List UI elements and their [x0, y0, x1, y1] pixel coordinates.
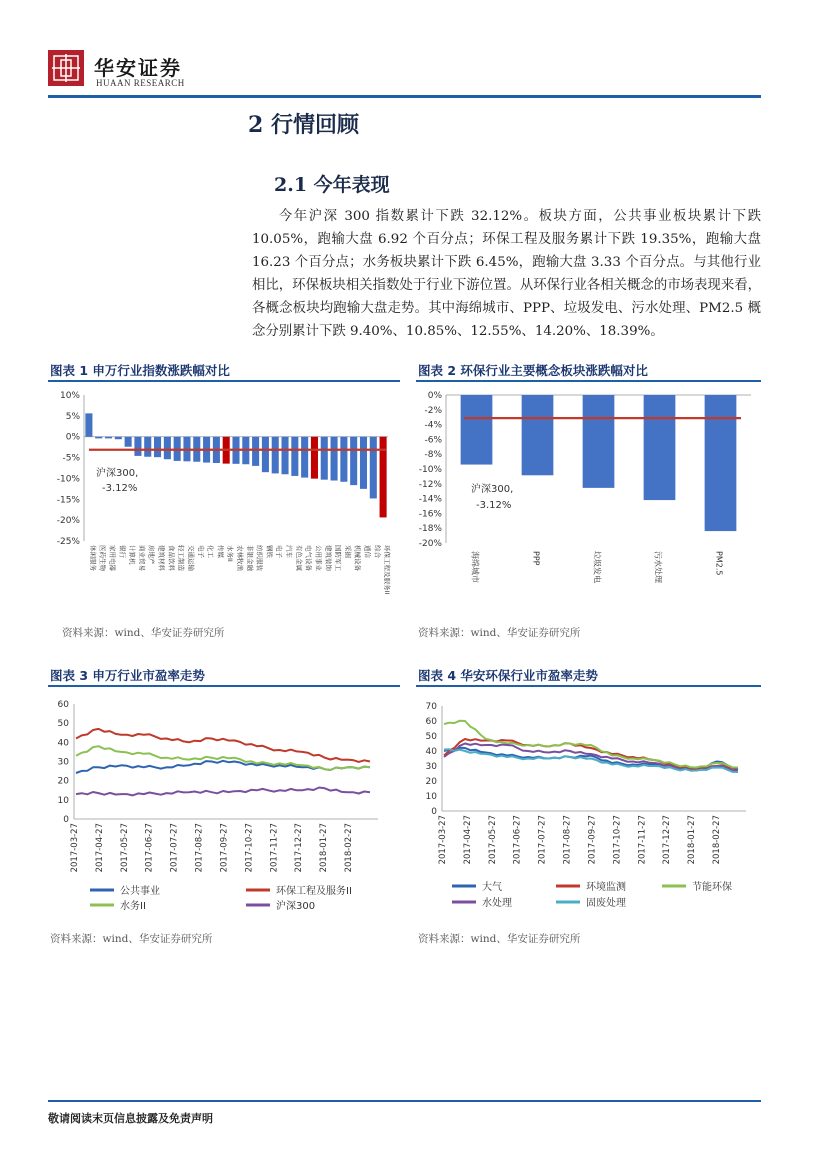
bar-25: [321, 437, 328, 480]
x-tick-label: 2017-05-27: [487, 815, 498, 865]
reference-label: 沪深300,: [471, 484, 514, 495]
bar-29: [360, 437, 367, 489]
figure-3-source: 资料来源：wind、华安证券研究所: [50, 933, 213, 945]
legend-label: 水处理: [482, 898, 512, 909]
y-tick-label: 10%: [59, 391, 80, 401]
y-tick-label: -18%: [418, 524, 442, 535]
x-tick-label: 银行: [118, 545, 127, 558]
bar-PM2.5: [705, 395, 737, 531]
y-tick-label: 10: [57, 795, 69, 806]
figure-1-caption-rule: [48, 380, 400, 382]
footer-divider: [48, 1100, 761, 1102]
legend-label: 大气: [482, 882, 502, 893]
x-tick-label: 商业贸易: [137, 545, 146, 571]
y-tick-label: 60: [57, 700, 69, 710]
bar-2: [95, 437, 102, 439]
bar-26: [331, 437, 338, 481]
y-tick-label: 30: [57, 757, 69, 768]
x-tick-label: PM2.5: [714, 551, 724, 576]
x-tick-label: 休闲服务: [88, 545, 97, 571]
figure-1-caption: 图表 1 申万行业指数涨跌幅对比: [50, 363, 230, 378]
figure-4-caption: 图表 4 华安环保行业市盈率走势: [418, 668, 598, 683]
y-tick-label: 10: [425, 792, 437, 802]
y-tick-label: 5%: [65, 411, 80, 422]
x-tick-label: 房地产: [147, 545, 156, 565]
bar-海绵城市: [461, 395, 493, 465]
y-tick-label: -6%: [424, 435, 442, 446]
bar-5: [125, 437, 132, 447]
y-tick-label: -4%: [424, 420, 442, 431]
x-tick-label: 电气设备: [304, 545, 313, 571]
brand-logo-mark: [48, 50, 84, 86]
y-tick-label: 40: [57, 738, 69, 749]
x-tick-label: 2017-04-27: [462, 815, 473, 865]
figure-4-source: 资料来源：wind、华安证券研究所: [418, 933, 581, 945]
y-tick-label: 0%: [427, 391, 442, 401]
x-tick-label: 交通运输: [186, 545, 195, 571]
y-tick-label: 40: [425, 747, 437, 757]
x-tick-label: 国防军工: [334, 545, 343, 571]
x-tick-label: 2017-03-27: [438, 815, 448, 865]
body-paragraph: 今年沪深 300 指数累计下跌 32.12%。板块方面，公共事业板块累计下跌 10.05%，跑输大盘 6.92 个百分点；环保工程及服务累计下跌 19.35%，跑输大盘 16.23 个百分点；水务板块累计下跌 6.45%，跑输大盘 3.33 个百分点。与其他行业相比，环保板块相关指数处于行业下游位置。从环保行业各相关概念的市场表现来看，各概念板块均跑输大盘走势。其中海绵城市、PPP、垃圾发电、污水处理、PM2.5 概念分别累计下跌 9.40%、10.85%、12.55%、14.20%、18.39%。: [252, 209, 761, 339]
bar-19: [262, 437, 269, 472]
y-tick-label: 60: [425, 717, 437, 727]
x-tick-label: 综合: [373, 545, 382, 558]
figure-2-caption: 图表 2 环保行业主要概念板块涨跌幅对比: [418, 363, 648, 378]
y-tick-label: 20: [425, 777, 437, 787]
x-tick-label: 2017-10-27: [244, 823, 255, 873]
figure-2-chart: [416, 385, 761, 617]
x-tick-label: 轻工制造: [177, 545, 186, 571]
bar-1: [85, 413, 92, 436]
x-tick-label: 2017-08-27: [562, 815, 573, 865]
x-tick-label: 海绵城市: [470, 551, 480, 583]
reference-value-label: -3.12%: [476, 500, 512, 511]
figure-4-caption-rule: [416, 685, 761, 687]
x-tick-label: PPP: [531, 551, 541, 566]
x-tick-label: 电子: [275, 545, 284, 558]
y-tick-label: 30: [425, 762, 437, 772]
y-tick-label: 0: [63, 815, 69, 825]
subsection-title: 2.1 今年表现: [274, 174, 390, 196]
series-line-沪深300: [76, 788, 370, 796]
legend-label: 环保工程及服务II: [276, 886, 352, 897]
brand-name-cn: 华安证券: [94, 56, 182, 80]
x-tick-label: 2018-01-27: [687, 815, 698, 865]
y-tick-label: -25%: [56, 537, 80, 547]
x-tick-label: 农林牧渔: [236, 545, 244, 571]
legend-label: 节能环保: [692, 882, 732, 893]
y-tick-label: -5%: [62, 453, 80, 464]
y-tick-label: -15%: [56, 495, 80, 506]
x-tick-label: 污水处理: [653, 551, 663, 583]
bar-8: [154, 437, 161, 457]
bar-18: [252, 437, 259, 466]
y-tick-label: -8%: [424, 450, 442, 461]
figure-3-caption-rule: [48, 685, 400, 687]
y-tick-label: 20: [57, 776, 69, 787]
reference-label: 沪深300,: [96, 468, 139, 479]
y-tick-label: -12%: [418, 479, 442, 490]
bar-23: [301, 437, 308, 478]
bar-21: [282, 437, 289, 475]
x-tick-label: 2018-01-27: [319, 823, 330, 873]
x-tick-label: 2018-02-27: [712, 815, 722, 865]
reference-value-label: -3.12%: [102, 483, 138, 494]
x-tick-label: 计算机: [128, 545, 137, 565]
x-tick-label: 钢铁: [265, 545, 274, 558]
x-tick-label: 2017-07-27: [537, 815, 548, 865]
x-tick-label: 2017-09-27: [219, 823, 230, 873]
x-tick-label: 2017-07-27: [169, 823, 180, 873]
section-title: 2 行情回顾: [248, 112, 359, 138]
x-tick-label: 2017-08-27: [194, 823, 205, 873]
x-tick-label: 汽车: [285, 545, 294, 558]
logo-emblem-icon: [48, 50, 84, 86]
legend-label: 沪深300: [276, 901, 316, 912]
x-tick-label: 非银金融: [245, 545, 254, 571]
bar-24: [311, 437, 318, 479]
x-tick-label: 2017-12-27: [294, 823, 305, 873]
x-tick-label: 食品饮料: [167, 545, 176, 571]
bar-4: [115, 437, 122, 440]
bar-22: [291, 437, 298, 476]
y-tick-label: 50: [425, 732, 437, 742]
bar-6: [134, 437, 141, 456]
legend-label: 固废处理: [586, 898, 626, 909]
figure-4-chart: [416, 690, 761, 918]
bar-污水处理: [644, 395, 676, 500]
x-tick-label: 建筑装饰: [324, 545, 333, 571]
y-tick-label: 50: [57, 719, 69, 730]
bar-28: [350, 437, 357, 485]
figure-3-caption: 图表 3 申万行业市盈率走势: [50, 668, 205, 683]
x-tick-label: 垃圾发电: [592, 551, 602, 583]
figure-1-chart: [48, 385, 400, 617]
x-tick-label: 环保工程及服务II: [383, 545, 392, 595]
bar-7: [144, 437, 151, 457]
x-tick-label: 传媒: [216, 545, 225, 558]
legend-label: 水务II: [120, 901, 146, 912]
x-tick-label: 2017-03-27: [70, 823, 80, 873]
y-tick-label: -10%: [418, 465, 442, 475]
x-tick-label: 2017-11-27: [637, 815, 648, 865]
x-tick-label: 家用电器: [108, 545, 117, 571]
y-tick-label: -20%: [56, 516, 80, 527]
header-divider: [48, 95, 761, 98]
x-tick-label: 2018-02-27: [344, 823, 354, 873]
x-tick-label: 有色金属: [294, 545, 303, 571]
x-tick-label: 建筑材料: [157, 545, 166, 571]
bar-20: [272, 437, 279, 474]
bar-垃圾发电: [583, 395, 615, 488]
x-tick-label: 电子: [196, 545, 205, 558]
y-tick-label: -14%: [418, 494, 442, 505]
bar-27: [340, 437, 347, 482]
x-tick-label: 2017-04-27: [94, 823, 105, 873]
x-tick-label: 医药生物: [98, 545, 107, 571]
figure-3-chart: [48, 690, 400, 918]
figure-2-source: 资料来源：wind、华安证券研究所: [418, 627, 581, 639]
y-tick-label: -20%: [418, 539, 442, 549]
bar-30: [370, 437, 377, 499]
x-tick-label: 2017-10-27: [612, 815, 623, 865]
footer-disclaimer: 敬请阅读末页信息披露及免责声明: [48, 1112, 213, 1125]
x-tick-label: 机械设备: [353, 545, 362, 571]
legend-label: 公共事业: [120, 886, 160, 897]
x-tick-label: 水务II: [226, 545, 235, 562]
y-tick-label: -2%: [424, 405, 442, 416]
figure-2-caption-rule: [416, 380, 761, 382]
y-tick-label: 0%: [65, 432, 80, 443]
x-tick-label: 2017-05-27: [119, 823, 130, 873]
y-tick-label: 70: [425, 702, 437, 712]
bar-PPP: [522, 395, 554, 475]
bar-3: [105, 437, 112, 439]
x-tick-label: 纺织服装: [255, 545, 264, 571]
x-tick-label: 2017-09-27: [587, 815, 598, 865]
x-tick-label: 2017-06-27: [144, 823, 155, 873]
x-tick-label: 2017-12-27: [662, 815, 673, 865]
x-tick-label: 2017-06-27: [512, 815, 523, 865]
x-tick-label: 公用事业: [314, 545, 323, 571]
y-tick-label: -10%: [56, 474, 80, 485]
brand-name-en: HUAAN RESEARCH: [96, 78, 185, 88]
bar-9: [164, 437, 171, 460]
y-tick-label: 0: [431, 807, 437, 817]
y-tick-label: -16%: [418, 509, 442, 520]
figure-1-source: 资料来源：wind、华安证券研究所: [62, 627, 225, 639]
x-tick-label: 2017-11-27: [269, 823, 280, 873]
x-tick-label: 通信: [363, 545, 372, 558]
legend-label: 环境监测: [586, 882, 626, 893]
series-line-公共事业: [76, 761, 370, 773]
x-tick-label: 化工: [206, 545, 215, 558]
x-tick-label: 采掘: [343, 545, 352, 558]
